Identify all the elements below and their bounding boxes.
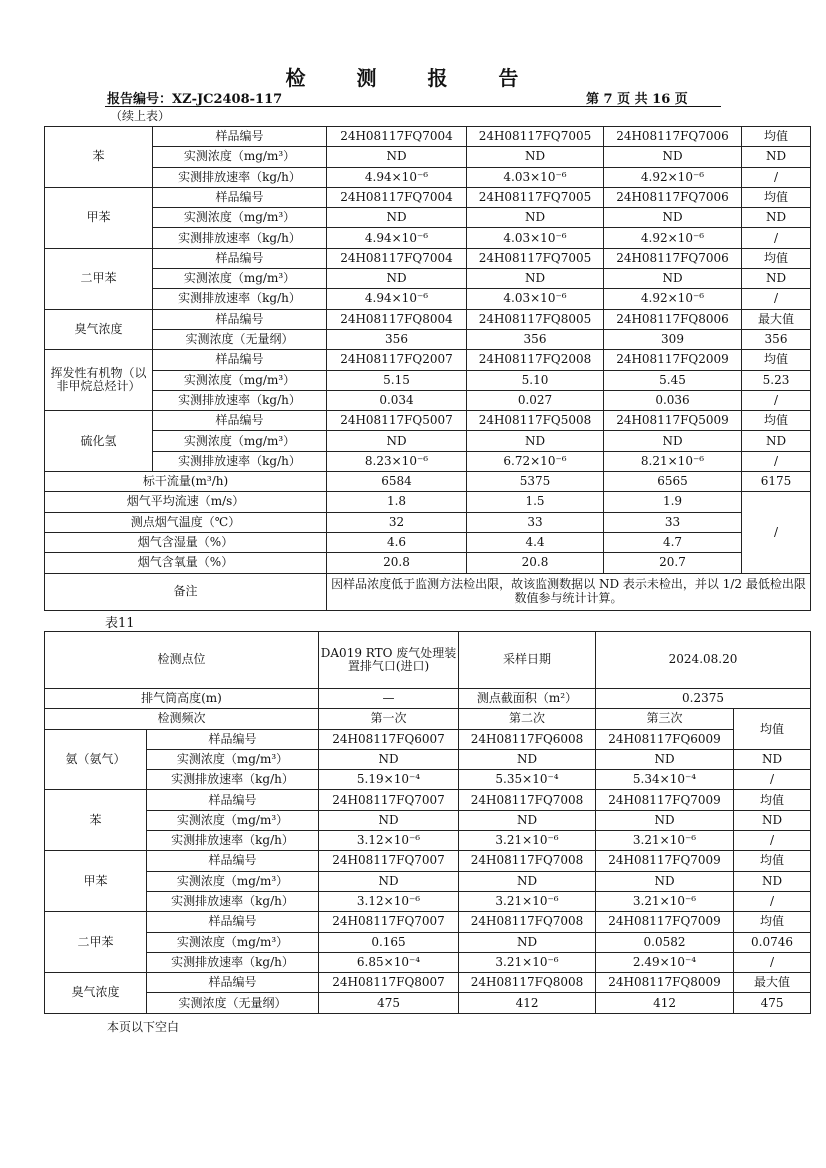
table-cell: 24H08117FQ2007 xyxy=(327,350,467,370)
table-cell: 20.7 xyxy=(604,553,742,573)
avg-label: 均值 xyxy=(734,709,811,750)
table-cell: 24H08117FQ7007 xyxy=(319,851,459,871)
table-row xyxy=(45,749,811,769)
table-row xyxy=(45,871,811,891)
table-row xyxy=(45,167,811,187)
table-cell: 实测排放速率（kg/h） xyxy=(147,952,319,972)
table-cell: 1.5 xyxy=(467,492,604,512)
header-rule xyxy=(105,106,721,107)
table-row xyxy=(45,208,811,228)
analyte-name: 苯 xyxy=(45,790,147,851)
table-cell: 4.92×10⁻⁶ xyxy=(604,289,742,309)
table-cell: 412 xyxy=(459,993,596,1013)
table-row xyxy=(45,632,811,689)
table-cell: 样品编号 xyxy=(153,350,327,370)
table-row xyxy=(45,147,811,167)
analyte-name: 臭气浓度 xyxy=(45,973,147,1014)
table-row xyxy=(45,573,811,610)
table-cell: 样品编号 xyxy=(153,309,327,329)
table-row xyxy=(45,993,811,1013)
table-row xyxy=(45,709,811,729)
table-cell: 1.8 xyxy=(327,492,467,512)
table-cell: ND xyxy=(327,269,467,289)
table-cell: 4.6 xyxy=(327,532,467,552)
table-row xyxy=(45,770,811,790)
param-label: 烟气含氧量（%） xyxy=(45,553,327,573)
blank-below-note: 本页以下空白 xyxy=(107,1020,180,1034)
table-cell: 样品编号 xyxy=(147,912,319,932)
area-label: 测点截面积（m²） xyxy=(459,689,596,709)
table-row xyxy=(45,729,811,749)
table-cell: 3.21×10⁻⁶ xyxy=(459,831,596,851)
table-cell: 0.034 xyxy=(327,390,467,410)
report-title: 检 测 报 告 xyxy=(285,66,541,90)
table-row xyxy=(45,431,811,451)
analyte-name: 臭气浓度 xyxy=(45,309,153,350)
remark-text: 因样品浓度低于监测方法检出限，故该监测数据以 ND 表示未检出，并以 1/2 最低检出限数值参与统计计算。 xyxy=(327,573,811,610)
table-cell: 5375 xyxy=(467,472,604,492)
table-cell: ND xyxy=(319,749,459,769)
analyte-name: 氨（氨气） xyxy=(45,729,147,790)
table-cell: 实测浓度（mg/m³） xyxy=(147,749,319,769)
table-cell: / xyxy=(742,289,811,309)
table-cell: ND xyxy=(604,431,742,451)
table-cell: 475 xyxy=(734,993,811,1013)
table-cell: ND xyxy=(467,431,604,451)
freq-label: 检测频次 xyxy=(45,709,319,729)
table-cell: 3.12×10⁻⁶ xyxy=(319,891,459,911)
table-cell: ND xyxy=(596,871,734,891)
table-cell: 20.8 xyxy=(467,553,604,573)
table-cell: 实测排放速率（kg/h） xyxy=(147,770,319,790)
table-cell: 24H08117FQ7008 xyxy=(459,851,596,871)
table-cell: 实测排放速率（kg/h） xyxy=(153,390,327,410)
table-cell: 24H08117FQ7007 xyxy=(319,912,459,932)
table-row xyxy=(45,689,811,709)
table-cell: 6175 xyxy=(742,472,811,492)
analyte-name: 二甲苯 xyxy=(45,248,153,309)
table-row xyxy=(45,390,811,410)
table-cell: 24H08117FQ8005 xyxy=(467,309,604,329)
table-cell: 4.92×10⁻⁶ xyxy=(604,228,742,248)
table-row xyxy=(45,932,811,952)
table-cell: 5.23 xyxy=(742,370,811,390)
table-cell: 均值 xyxy=(734,912,811,932)
table-cell: 实测排放速率（kg/h） xyxy=(153,451,327,471)
table-cell: 样品编号 xyxy=(147,851,319,871)
table-cell: 24H08117FQ7006 xyxy=(604,187,742,207)
table-cell: 实测排放速率（kg/h） xyxy=(147,891,319,911)
table-cell: ND xyxy=(604,269,742,289)
table-row xyxy=(45,810,811,830)
table-cell: 0.0746 xyxy=(734,932,811,952)
table-cell: ND xyxy=(596,810,734,830)
table-cell: 24H08117FQ6009 xyxy=(596,729,734,749)
table-cell: 5.19×10⁻⁴ xyxy=(319,770,459,790)
table-cell: 24H08117FQ7004 xyxy=(327,248,467,268)
table-cell: 5.34×10⁻⁴ xyxy=(596,770,734,790)
table-cell: 24H08117FQ5009 xyxy=(604,411,742,431)
table-11-label: 表11 xyxy=(105,616,135,631)
table-cell: 24H08117FQ2008 xyxy=(467,350,604,370)
table-cell: ND xyxy=(467,269,604,289)
table-cell: 实测排放速率（kg/h） xyxy=(147,831,319,851)
table-cell: 24H08117FQ7009 xyxy=(596,851,734,871)
table-row xyxy=(45,451,811,471)
param-label: 烟气含湿量（%） xyxy=(45,532,327,552)
table-cell: 5.10 xyxy=(467,370,604,390)
table-cell: 均值 xyxy=(742,127,811,147)
table-row xyxy=(45,492,811,512)
table-cell: 实测浓度（无量纲） xyxy=(147,993,319,1013)
table-cell: 实测浓度（mg/m³） xyxy=(153,208,327,228)
table-cell: / xyxy=(742,228,811,248)
table-row xyxy=(45,370,811,390)
height-label: 排气筒高度(m) xyxy=(45,689,319,709)
continued-label: （续上表） xyxy=(110,109,171,123)
table-cell: 4.92×10⁻⁶ xyxy=(604,167,742,187)
table-cell: 6.85×10⁻⁴ xyxy=(319,952,459,972)
table-cell: 24H08117FQ7005 xyxy=(467,248,604,268)
table-cell: 2.49×10⁻⁴ xyxy=(596,952,734,972)
table-cell: ND xyxy=(319,871,459,891)
table-cell: 实测排放速率（kg/h） xyxy=(153,167,327,187)
table-row xyxy=(45,912,811,932)
analyte-name: 甲苯 xyxy=(45,851,147,912)
table-cell: 24H08117FQ7004 xyxy=(327,127,467,147)
table-cell: 4.03×10⁻⁶ xyxy=(467,167,604,187)
table-cell: 24H08117FQ7009 xyxy=(596,790,734,810)
table-cell: 实测浓度（mg/m³） xyxy=(153,431,327,451)
date-label: 采样日期 xyxy=(459,632,596,689)
table-cell: / xyxy=(742,390,811,410)
table-row xyxy=(45,289,811,309)
table-cell: 309 xyxy=(604,329,742,349)
date-value: 2024.08.20 xyxy=(596,632,811,689)
table-cell: ND xyxy=(604,147,742,167)
table-cell: 24H08117FQ6008 xyxy=(459,729,596,749)
table-cell: 4.7 xyxy=(604,532,742,552)
table-cell: 实测浓度（mg/m³） xyxy=(153,269,327,289)
table-cell: ND xyxy=(467,147,604,167)
table-cell: 实测浓度（mg/m³） xyxy=(153,370,327,390)
table-cell: ND xyxy=(742,269,811,289)
table-cell: 412 xyxy=(596,993,734,1013)
table-cell: 24H08117FQ7008 xyxy=(459,790,596,810)
table-cell: 4.03×10⁻⁶ xyxy=(467,228,604,248)
table-cell: 24H08117FQ7009 xyxy=(596,912,734,932)
table-cell: 24H08117FQ6007 xyxy=(319,729,459,749)
table-cell: ND xyxy=(742,208,811,228)
table-cell: 样品编号 xyxy=(153,187,327,207)
table-cell: / xyxy=(734,891,811,911)
table-cell: 356 xyxy=(742,329,811,349)
table-cell: 5.15 xyxy=(327,370,467,390)
table-row xyxy=(45,187,811,207)
table-cell: 样品编号 xyxy=(147,973,319,993)
table-cell: / xyxy=(734,831,811,851)
table-cell: 6584 xyxy=(327,472,467,492)
table-cell: / xyxy=(734,952,811,972)
table-cell: 8.21×10⁻⁶ xyxy=(604,451,742,471)
area-value: 0.2375 xyxy=(596,689,811,709)
table-cell: ND xyxy=(604,208,742,228)
table-cell: 8.23×10⁻⁶ xyxy=(327,451,467,471)
table-cell: 6565 xyxy=(604,472,742,492)
table-cell: ND xyxy=(467,208,604,228)
flow-label: 标干流量(m³/h) xyxy=(45,472,327,492)
table-cell: ND xyxy=(459,932,596,952)
table-cell: 33 xyxy=(604,512,742,532)
table-cell: ND xyxy=(742,431,811,451)
table-cell: 实测浓度（mg/m³） xyxy=(147,871,319,891)
table-cell: / xyxy=(742,451,811,471)
table-cell: 均值 xyxy=(734,851,811,871)
table-row xyxy=(45,891,811,911)
table-cell: 24H08117FQ7008 xyxy=(459,912,596,932)
table-cell: ND xyxy=(734,871,811,891)
table-cell: 356 xyxy=(467,329,604,349)
table-cell: 6.72×10⁻⁶ xyxy=(467,451,604,471)
table-row xyxy=(45,952,811,972)
table-cell: ND xyxy=(596,749,734,769)
table-cell: 0.165 xyxy=(319,932,459,952)
table-cell: 3.21×10⁻⁶ xyxy=(596,831,734,851)
table-cell: / xyxy=(742,167,811,187)
table-row xyxy=(45,329,811,349)
table-cell: ND xyxy=(459,810,596,830)
table-cell: 24H08117FQ8008 xyxy=(459,973,596,993)
table-cell: 1.9 xyxy=(604,492,742,512)
table-row xyxy=(45,127,811,147)
table-cell: ND xyxy=(327,431,467,451)
analyte-name: 苯 xyxy=(45,127,153,188)
table-cell: 4.94×10⁻⁶ xyxy=(327,289,467,309)
table-cell: 样品编号 xyxy=(153,248,327,268)
table-cell: 实测浓度（无量纲） xyxy=(153,329,327,349)
analyte-name: 二甲苯 xyxy=(45,912,147,973)
table-cell: 24H08117FQ7006 xyxy=(604,248,742,268)
table-cell: ND xyxy=(459,749,596,769)
freq-3: 第三次 xyxy=(596,709,734,729)
table-cell: 4.94×10⁻⁶ xyxy=(327,167,467,187)
table-cell: 20.8 xyxy=(327,553,467,573)
table-row xyxy=(45,228,811,248)
table-row xyxy=(45,411,811,431)
table-cell: 3.21×10⁻⁶ xyxy=(459,891,596,911)
results-table-11 xyxy=(44,631,811,1014)
table-cell: 33 xyxy=(467,512,604,532)
table-cell: ND xyxy=(734,749,811,769)
table-cell: 4.4 xyxy=(467,532,604,552)
table-cell: ND xyxy=(459,871,596,891)
freq-2: 第二次 xyxy=(459,709,596,729)
table-row xyxy=(45,269,811,289)
table-cell: 3.12×10⁻⁶ xyxy=(319,831,459,851)
table-row xyxy=(45,472,811,492)
table-cell: 24H08117FQ8009 xyxy=(596,973,734,993)
table-cell: 4.03×10⁻⁶ xyxy=(467,289,604,309)
table-cell: 实测排放速率（kg/h） xyxy=(153,289,327,309)
point-label: 检测点位 xyxy=(45,632,319,689)
table-cell: ND xyxy=(319,810,459,830)
table-row xyxy=(45,553,811,573)
table-cell: ND xyxy=(327,208,467,228)
table-cell: 475 xyxy=(319,993,459,1013)
table-row xyxy=(45,973,811,993)
table-cell: 最大值 xyxy=(742,309,811,329)
table-cell: / xyxy=(742,492,811,573)
page-indicator: 第 7 页 共 16 页 xyxy=(586,92,688,107)
analyte-name: 甲苯 xyxy=(45,187,153,248)
table-cell: 4.94×10⁻⁶ xyxy=(327,228,467,248)
table-cell: 均值 xyxy=(742,350,811,370)
table-row xyxy=(45,851,811,871)
table-cell: 24H08117FQ7004 xyxy=(327,187,467,207)
table-cell: 24H08117FQ5007 xyxy=(327,411,467,431)
table-row xyxy=(45,831,811,851)
table-cell: 0.027 xyxy=(467,390,604,410)
table-cell: 实测浓度（mg/m³） xyxy=(153,147,327,167)
remark-label: 备注 xyxy=(45,573,327,610)
table-cell: 样品编号 xyxy=(147,729,319,749)
table-cell: 样品编号 xyxy=(153,411,327,431)
table-cell: 32 xyxy=(327,512,467,532)
analyte-name: 挥发性有机物（以非甲烷总烃计） xyxy=(45,350,153,411)
table-cell: 样品编号 xyxy=(153,127,327,147)
table-cell: 24H08117FQ5008 xyxy=(467,411,604,431)
table-cell: 5.45 xyxy=(604,370,742,390)
table-cell: ND xyxy=(742,147,811,167)
table-cell: 24H08117FQ7005 xyxy=(467,127,604,147)
table-row xyxy=(45,309,811,329)
table-cell: 0.036 xyxy=(604,390,742,410)
table-cell: 24H08117FQ7006 xyxy=(604,127,742,147)
table-row xyxy=(45,532,811,552)
table-cell: 最大值 xyxy=(734,973,811,993)
table-cell: 24H08117FQ8007 xyxy=(319,973,459,993)
table-cell: 24H08117FQ8006 xyxy=(604,309,742,329)
param-label: 烟气平均流速（m/s） xyxy=(45,492,327,512)
table-cell: 实测浓度（mg/m³） xyxy=(147,810,319,830)
table-cell: 均值 xyxy=(742,248,811,268)
table-cell: 24H08117FQ7007 xyxy=(319,790,459,810)
table-cell: 0.0582 xyxy=(596,932,734,952)
table-row xyxy=(45,248,811,268)
table-cell: 24H08117FQ7005 xyxy=(467,187,604,207)
table-cell: ND xyxy=(327,147,467,167)
freq-1: 第一次 xyxy=(319,709,459,729)
table-cell: 5.35×10⁻⁴ xyxy=(459,770,596,790)
table-cell: 3.21×10⁻⁶ xyxy=(596,891,734,911)
table-row xyxy=(45,350,811,370)
table-cell: 24H08117FQ2009 xyxy=(604,350,742,370)
table-cell: 均值 xyxy=(742,411,811,431)
table-cell: 实测排放速率（kg/h） xyxy=(153,228,327,248)
report-number: 报告编号：XZ-JC2408-117 xyxy=(107,92,283,107)
table-cell: 356 xyxy=(327,329,467,349)
results-table-continued xyxy=(44,126,811,611)
table-cell: ND xyxy=(734,810,811,830)
height-value: — xyxy=(319,689,459,709)
point-value: DA019 RTO 废气处理装置排气口(进口) xyxy=(319,632,459,689)
analyte-name: 硫化氢 xyxy=(45,411,153,472)
table-row xyxy=(45,790,811,810)
table-cell: 均值 xyxy=(734,790,811,810)
param-label: 测点烟气温度（℃） xyxy=(45,512,327,532)
table-cell: 24H08117FQ8004 xyxy=(327,309,467,329)
table-row xyxy=(45,512,811,532)
table-cell: 样品编号 xyxy=(147,790,319,810)
table-cell: / xyxy=(734,770,811,790)
table-cell: 3.21×10⁻⁶ xyxy=(459,952,596,972)
table-cell: 实测浓度（mg/m³） xyxy=(147,932,319,952)
table-cell: 均值 xyxy=(742,187,811,207)
